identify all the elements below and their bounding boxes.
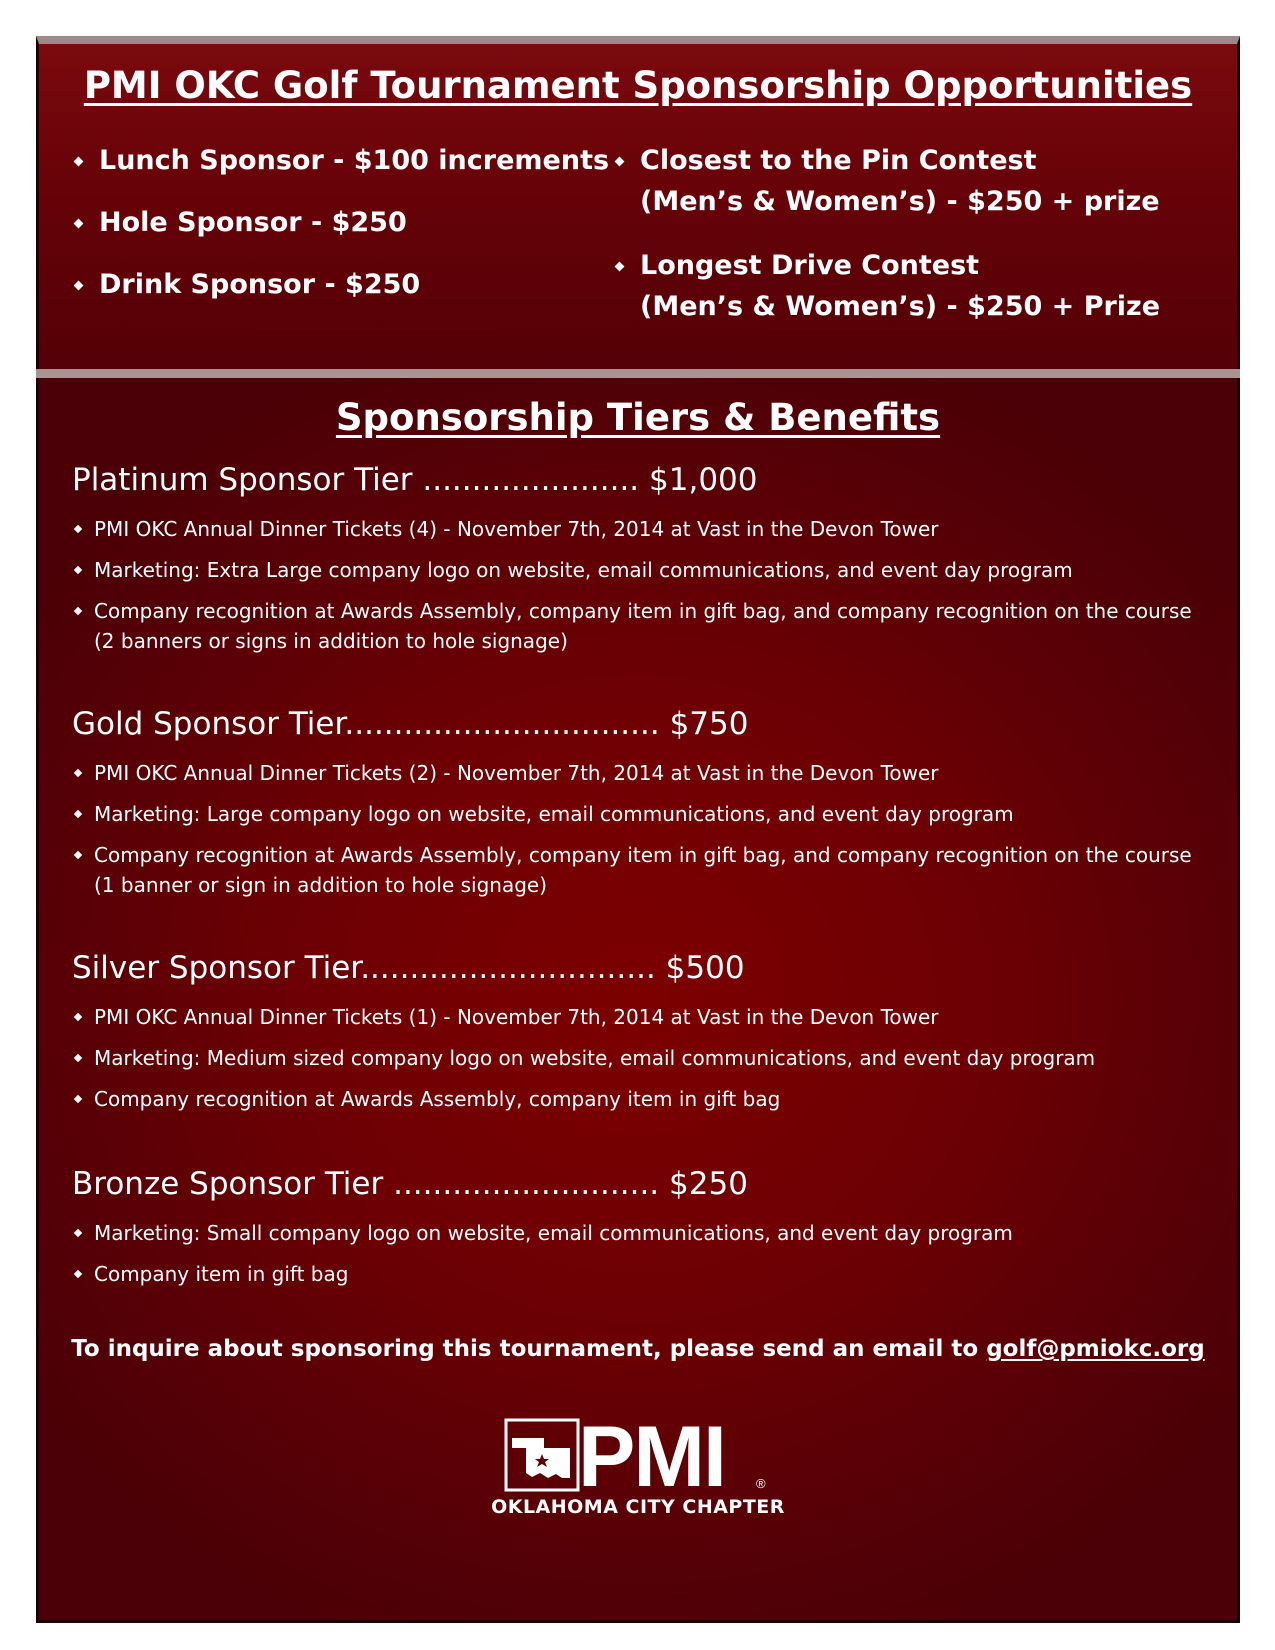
diamond-bullet-icon bbox=[74, 525, 82, 533]
diamond-bullet-icon bbox=[74, 1095, 82, 1103]
pmi-logo-icon bbox=[504, 1418, 772, 1492]
tier-platinum bbox=[72, 460, 1212, 667]
tier-heading: Silver Sponsor Tier.............................. $500 bbox=[72, 950, 745, 986]
list-item: PMI OKC Annual Dinner Tickets (1) - November 7th, 2014 at Vast in the Devon Tower bbox=[72, 1002, 1212, 1032]
tiers-title: Sponsorship Tiers & Benefits bbox=[335, 396, 941, 439]
email-link[interactable]: golf@pmiokc.org bbox=[986, 1336, 1205, 1362]
tier-bronze bbox=[72, 1164, 1212, 1300]
list-item: Closest to the Pin Contest (Men’s & Women’s) - $250 + prize bbox=[612, 140, 1172, 222]
tier-silver bbox=[72, 948, 1212, 1125]
diamond-bullet-icon bbox=[74, 1270, 82, 1278]
diamond-bullet-icon bbox=[74, 769, 82, 777]
diamond-bullet-icon bbox=[74, 566, 82, 574]
opportunities-list-left bbox=[71, 140, 609, 326]
diamond-bullet-icon bbox=[74, 1013, 82, 1021]
pmi-logo bbox=[39, 1418, 1237, 1518]
list-item: Company item in gift bag bbox=[72, 1259, 1212, 1289]
diamond-bullet-icon bbox=[615, 157, 625, 167]
list-item: Marketing: Large company logo on website, email communications, and event day program bbox=[72, 799, 1212, 829]
svg-text:PMI: PMI bbox=[578, 1418, 725, 1492]
list-item: Longest Drive Contest (Men’s & Women’s) - $250 + Prize bbox=[612, 245, 1172, 327]
list-item: Hole Sponsor - $250 bbox=[71, 202, 609, 243]
list-item: Company recognition at Awards Assembly, company item in gift bag, and company recognition on the course (1 banner or sign in addition to hole signage) bbox=[72, 840, 1212, 900]
diamond-bullet-icon bbox=[74, 219, 84, 229]
benefit-list bbox=[72, 1218, 1212, 1289]
benefit-list bbox=[72, 758, 1212, 900]
tier-heading: Bronze Sponsor Tier ........................... $250 bbox=[72, 1166, 748, 1202]
section-divider bbox=[36, 369, 1240, 378]
list-item: Lunch Sponsor - $100 increments bbox=[71, 140, 609, 181]
list-item: Company recognition at Awards Assembly, company item in gift bag bbox=[72, 1084, 1212, 1114]
contact-line: To inquire about sponsoring this tournament, please send an email to golf@pmiokc.org bbox=[71, 1336, 1205, 1362]
tiers-panel bbox=[36, 378, 1240, 1623]
diamond-bullet-icon bbox=[74, 281, 84, 291]
diamond-bullet-icon bbox=[74, 1229, 82, 1237]
diamond-bullet-icon bbox=[74, 607, 82, 615]
tier-heading: Gold Sponsor Tier................................ $750 bbox=[72, 706, 749, 742]
tier-gold bbox=[72, 704, 1212, 911]
opportunities-panel bbox=[36, 36, 1240, 374]
tier-heading: Platinum Sponsor Tier ...................... $1,000 bbox=[72, 462, 758, 498]
benefit-list bbox=[72, 1002, 1212, 1114]
list-item: PMI OKC Annual Dinner Tickets (2) - November 7th, 2014 at Vast in the Devon Tower bbox=[72, 758, 1212, 788]
page-title: PMI OKC Golf Tournament Sponsorship Opportunities bbox=[83, 64, 1193, 107]
diamond-bullet-icon bbox=[74, 157, 84, 167]
list-item: Marketing: Medium sized company logo on website, email communications, and event day program bbox=[72, 1043, 1212, 1073]
svg-text:®: ® bbox=[756, 1476, 766, 1491]
diamond-bullet-icon bbox=[74, 1054, 82, 1062]
diamond-bullet-icon bbox=[74, 851, 82, 859]
diamond-bullet-icon bbox=[74, 810, 82, 818]
list-item: Marketing: Small company logo on website, email communications, and event day program bbox=[72, 1218, 1212, 1248]
list-item: PMI OKC Annual Dinner Tickets (4) - November 7th, 2014 at Vast in the Devon Tower bbox=[72, 514, 1212, 544]
list-item: Marketing: Extra Large company logo on website, email communications, and event day program bbox=[72, 555, 1212, 585]
benefit-list bbox=[72, 514, 1212, 656]
chapter-name: OKLAHOMA CITY CHAPTER bbox=[491, 1496, 785, 1518]
diamond-bullet-icon bbox=[615, 262, 625, 272]
opportunities-list-right bbox=[612, 140, 1172, 350]
list-item: Drink Sponsor - $250 bbox=[71, 264, 609, 305]
list-item: Company recognition at Awards Assembly, company item in gift bag, and company recognition on the course (2 banners or signs in addition to hole signage) bbox=[72, 596, 1212, 656]
